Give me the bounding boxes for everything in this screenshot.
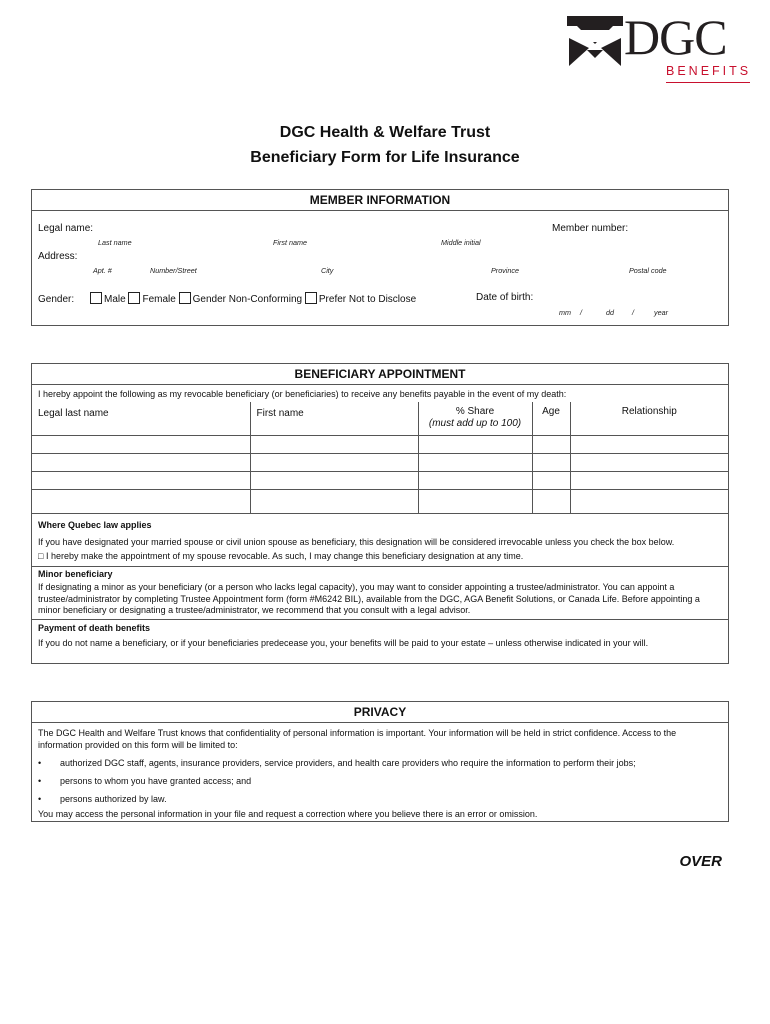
cell-input[interactable]: [32, 436, 250, 454]
col-share-label: % Share: [455, 406, 495, 417]
beneficiary-row-4: [32, 490, 728, 514]
form-title: DGC Health & Welfare Trust: [279, 124, 491, 141]
gender-option-non-conforming[interactable]: Gender Non-Conforming: [179, 294, 303, 305]
beneficiary-table-header: [32, 402, 728, 436]
beneficiary-intro: I hereby appoint the following as my revocable beneficiary (or beneficiaries) to receive any benefits payable in the event of my death:: [38, 389, 567, 399]
privacy-bullet-text: authorized DGC staff, agents, insurance providers, service providers, and health care providers who require the information to perform their jobs;: [60, 758, 636, 768]
city-caption: City: [321, 266, 334, 275]
cell-input[interactable]: [418, 454, 532, 472]
cell-input[interactable]: [250, 490, 418, 514]
gender-option-male[interactable]: Male: [90, 294, 126, 305]
payment-heading: Payment of death benefits: [38, 622, 151, 633]
postal-code-caption: Postal code: [629, 266, 667, 275]
dob-label: Date of birth:: [476, 292, 534, 303]
privacy-heading: PRIVACY: [32, 702, 728, 723]
bullet-icon: •: [38, 776, 42, 786]
legal-name-label: Legal name:: [38, 223, 94, 234]
address-field[interactable]: [87, 250, 724, 264]
dob-day-caption: dd: [606, 308, 614, 317]
logo-underline: [666, 82, 750, 83]
privacy-footer: You may access the personal information in your file and request a correction where you believe there is an error or omission.: [38, 809, 538, 819]
privacy-section: [31, 701, 729, 822]
cell-input[interactable]: [570, 436, 728, 454]
cell-input[interactable]: [32, 454, 250, 472]
dob-year-caption: year: [654, 308, 668, 317]
beneficiary-appointment-section: [31, 363, 729, 664]
member-information-heading: MEMBER INFORMATION: [32, 190, 728, 211]
member-number-label: Member number:: [552, 223, 629, 234]
male-checkbox[interactable]: [90, 292, 102, 304]
dob-month-caption: mm: [559, 308, 571, 317]
middle-initial-caption: Middle initial: [441, 238, 481, 247]
minor-text: If designating a minor as your beneficiary (or a person who lacks legal capacity), you may want to consider appointing a trustee/administrator. You can appoint a trustee/administrator by completing Trustee Appointment form (form #M6242 BIL), available from the DGC, AGA Benefit Solutions, or Canada Life. Before appointing a minor beneficiary or designating a trustee/administrator, we recommend that you consult with a legal advisor.: [32, 580, 728, 620]
beneficiary-row-1: [32, 436, 728, 454]
beneficiary-row-2: [32, 454, 728, 472]
quebec-checkbox[interactable]: □: [38, 551, 44, 561]
col-age: Age: [532, 402, 570, 436]
quebec-heading: Where Quebec law applies: [38, 520, 152, 530]
member-information-section: [31, 189, 729, 326]
quebec-revocable-text: I hereby make the appointment of my spouse revocable. As such, I may change this beneficiary designation at any time.: [45, 551, 524, 561]
col-legal-last-name: Legal last name: [32, 402, 250, 436]
logo-wordmark: DGC: [624, 9, 727, 65]
bullet-icon: •: [38, 794, 42, 804]
beneficiary-table: [32, 402, 728, 514]
cell-input[interactable]: [532, 490, 570, 514]
col-share: [418, 402, 532, 436]
dob-slash-1: /: [580, 308, 582, 317]
gender-option-female[interactable]: Female: [128, 294, 175, 305]
first-name-caption: First name: [273, 238, 307, 247]
cell-input[interactable]: [250, 436, 418, 454]
cell-input[interactable]: [532, 454, 570, 472]
col-share-note: (must add up to 100): [428, 418, 522, 429]
dob-slash-2: /: [632, 308, 634, 317]
cell-input[interactable]: [32, 472, 250, 490]
col-first-name: First name: [250, 402, 418, 436]
cell-input[interactable]: [570, 472, 728, 490]
female-checkbox[interactable]: [128, 292, 140, 304]
over-indicator: OVER: [679, 853, 722, 870]
cell-input[interactable]: [250, 454, 418, 472]
gender-label: Gender:: [38, 294, 75, 305]
cell-input[interactable]: [570, 454, 728, 472]
cell-input[interactable]: [418, 490, 532, 514]
dgc-logo-mark-icon: [565, 14, 625, 68]
last-name-caption: Last name: [98, 238, 132, 247]
street-caption: Number/Street: [150, 266, 197, 275]
cell-input[interactable]: [32, 490, 250, 514]
gender-option-prefer-not[interactable]: Prefer Not to Disclose: [305, 294, 416, 305]
quebec-revocable-option[interactable]: [32, 548, 728, 567]
form-subtitle: Beneficiary Form for Life Insurance: [250, 149, 520, 166]
cell-input[interactable]: [570, 490, 728, 514]
payment-text: If you do not name a beneficiary, or if your beneficiaries predecease you, your benefits will be paid to your estate – unless otherwise indicated in your will.: [38, 638, 649, 648]
privacy-bullet-text: persons to whom you have granted access; and: [60, 776, 252, 786]
legal-name-field[interactable]: [122, 221, 542, 235]
privacy-bullet-2: [32, 772, 728, 790]
non-conforming-checkbox[interactable]: [179, 292, 191, 304]
privacy-bullet-1: [32, 754, 728, 772]
cell-input[interactable]: [250, 472, 418, 490]
cell-input[interactable]: [418, 436, 532, 454]
bullet-icon: •: [38, 758, 42, 768]
province-caption: Province: [491, 266, 519, 275]
cell-input[interactable]: [418, 472, 532, 490]
beneficiary-appointment-heading: BENEFICIARY APPOINTMENT: [32, 364, 728, 385]
dob-field[interactable]: [552, 290, 724, 306]
prefer-not-checkbox[interactable]: [305, 292, 317, 304]
cell-input[interactable]: [532, 436, 570, 454]
minor-heading: Minor beneficiary: [38, 568, 113, 579]
privacy-intro: The DGC Health and Welfare Trust knows that confidentiality of personal information is important. Your information will be held in strict confidence. Access to the information provided on this form will be limited to:: [38, 728, 677, 750]
quebec-text: If you have designated your married spouse or civil union spouse as beneficiary, this designation will be considered irrevocable unless you check the box below.: [38, 536, 675, 547]
address-label: Address:: [38, 251, 78, 262]
beneficiary-row-3: [32, 472, 728, 490]
privacy-bullet-text: persons authorized by law.: [60, 794, 167, 804]
logo-subtitle: BENEFITS: [666, 64, 752, 78]
member-number-field[interactable]: [632, 221, 724, 235]
gender-options: [90, 292, 416, 305]
apt-caption: Apt. #: [93, 266, 112, 275]
privacy-bullet-3: [32, 790, 728, 808]
cell-input[interactable]: [532, 472, 570, 490]
col-relationship: Relationship: [570, 402, 728, 436]
